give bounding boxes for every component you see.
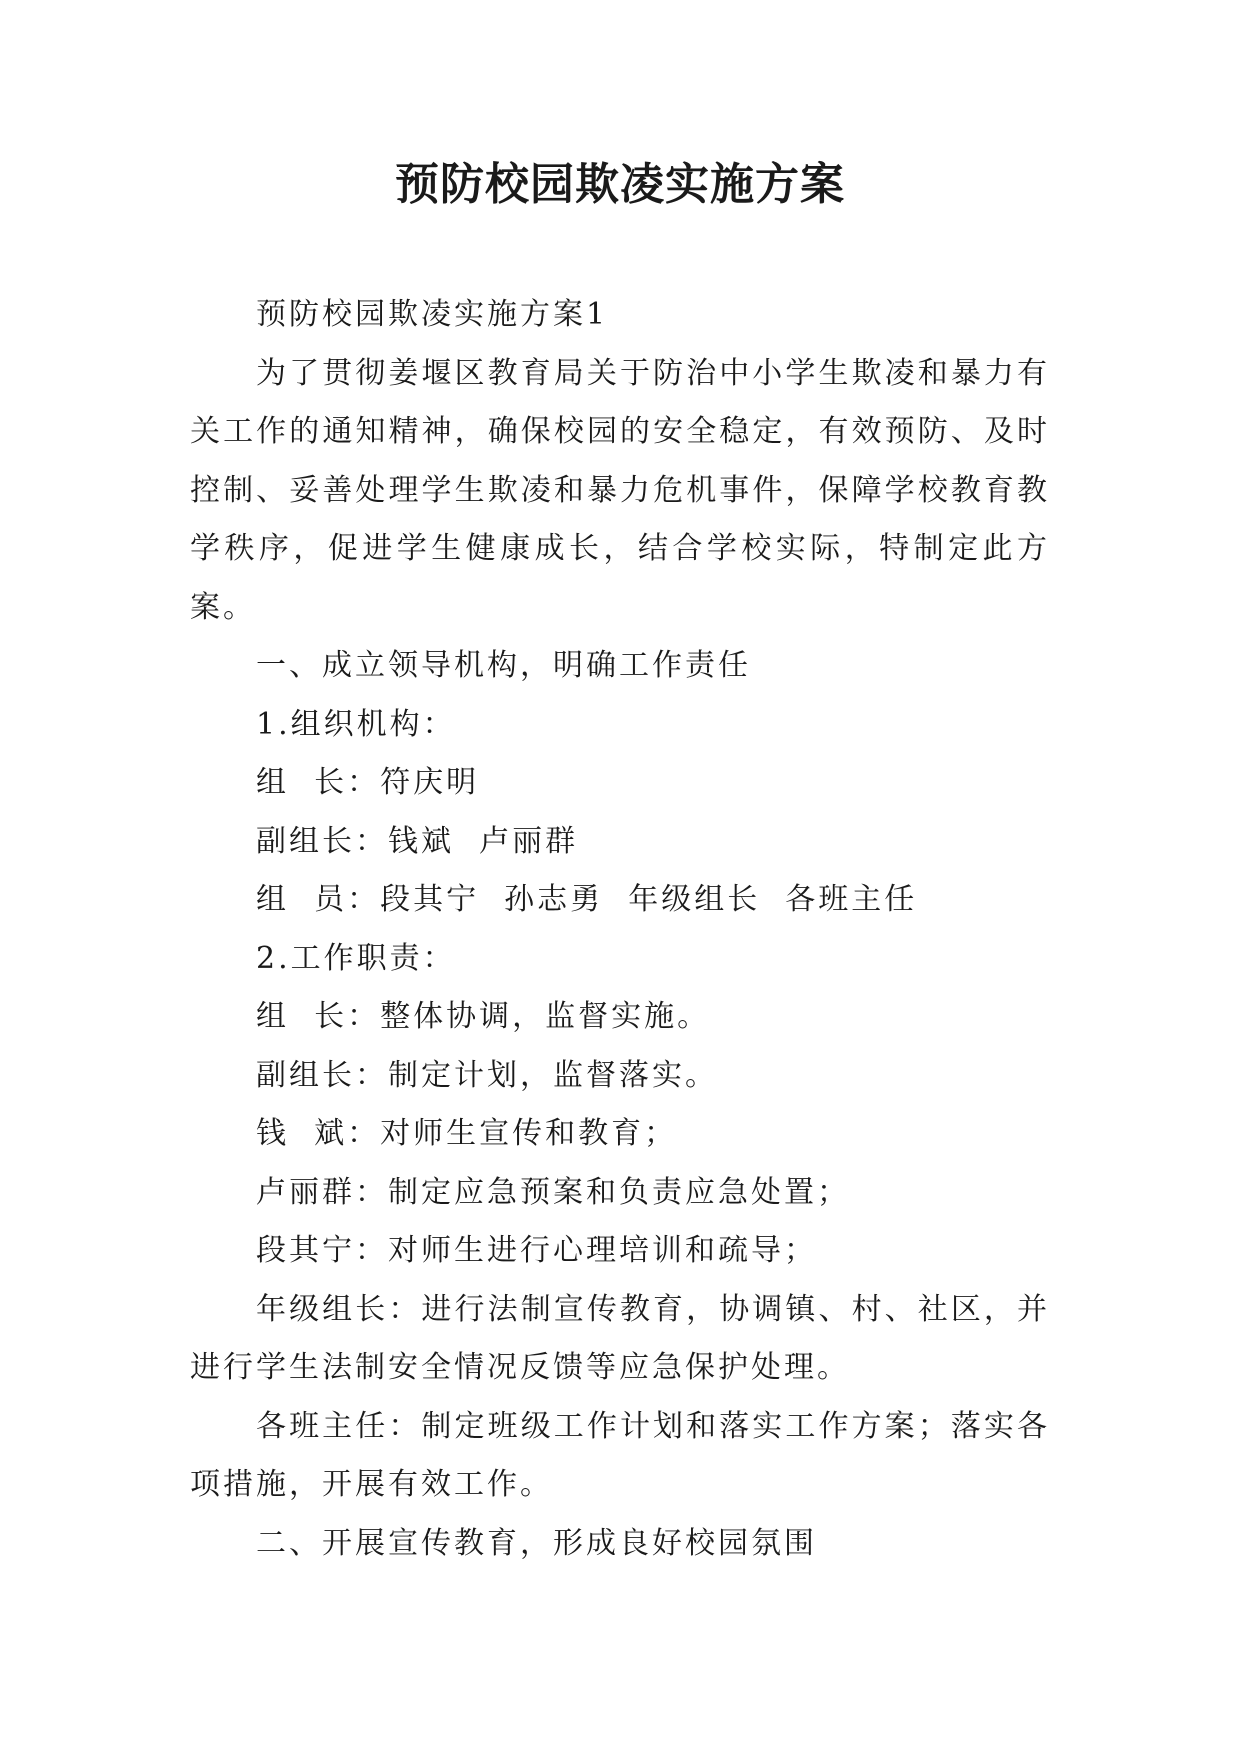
duty-line-lu: 卢丽群：制定应急预案和负责应急处置；	[256, 1174, 850, 1210]
duty-line-duan: 段其宁：对师生进行心理培训和疏导；	[256, 1233, 817, 1268]
duty-line-leader: 组 长：整体协调，监督实施。	[256, 999, 711, 1034]
duty-line-deputy: 副组长：制定计划，监督落实。	[256, 1057, 718, 1093]
duty-line-grade-leaders: 年级组长：进行法制宣传教育，协调镇、村、社区，并进行学生法制安全情况反馈等应急保护处理。	[190, 1291, 1050, 1385]
document-body	[190, 286, 1050, 1573]
section-heading-1: 一、成立领导机构，明确工作责任	[256, 648, 751, 683]
member-line-deputy: 副组长：钱斌 卢丽群	[256, 823, 579, 859]
subtitle-paragraph: 预防校园欺凌实施方案1	[256, 297, 609, 332]
member-line-leader: 组 长：符庆明	[256, 765, 480, 800]
duty-line-qian: 钱 斌：对师生宣传和教育；	[256, 1116, 678, 1151]
document-title: 预防校园欺凌实施方案	[395, 159, 845, 210]
member-line-members: 组 员：段其宁 孙志勇 年级组长 各班主任	[256, 882, 918, 917]
duty-line-class-teachers: 各班主任：制定班级工作计划和落实工作方案；落实各项措施，开展有效工作。	[190, 1408, 1050, 1502]
intro-paragraph: 为了贯彻姜堰区教育局关于防治中小学生欺凌和暴力有关工作的通知精神，确保校园的安全稳定，有效预防、及时控制、妥善处理学生欺凌和暴力危机事件，保障学校教育教学秩序，促进学生健康成长，结合学校实际，特制定此方案。	[190, 355, 1050, 625]
subheading-organization: 1.组织机构：	[256, 706, 456, 742]
section-heading-2: 二、开展宣传教育，形成良好校园氛围	[256, 1525, 817, 1561]
subheading-duties: 2.工作职责：	[256, 940, 456, 976]
